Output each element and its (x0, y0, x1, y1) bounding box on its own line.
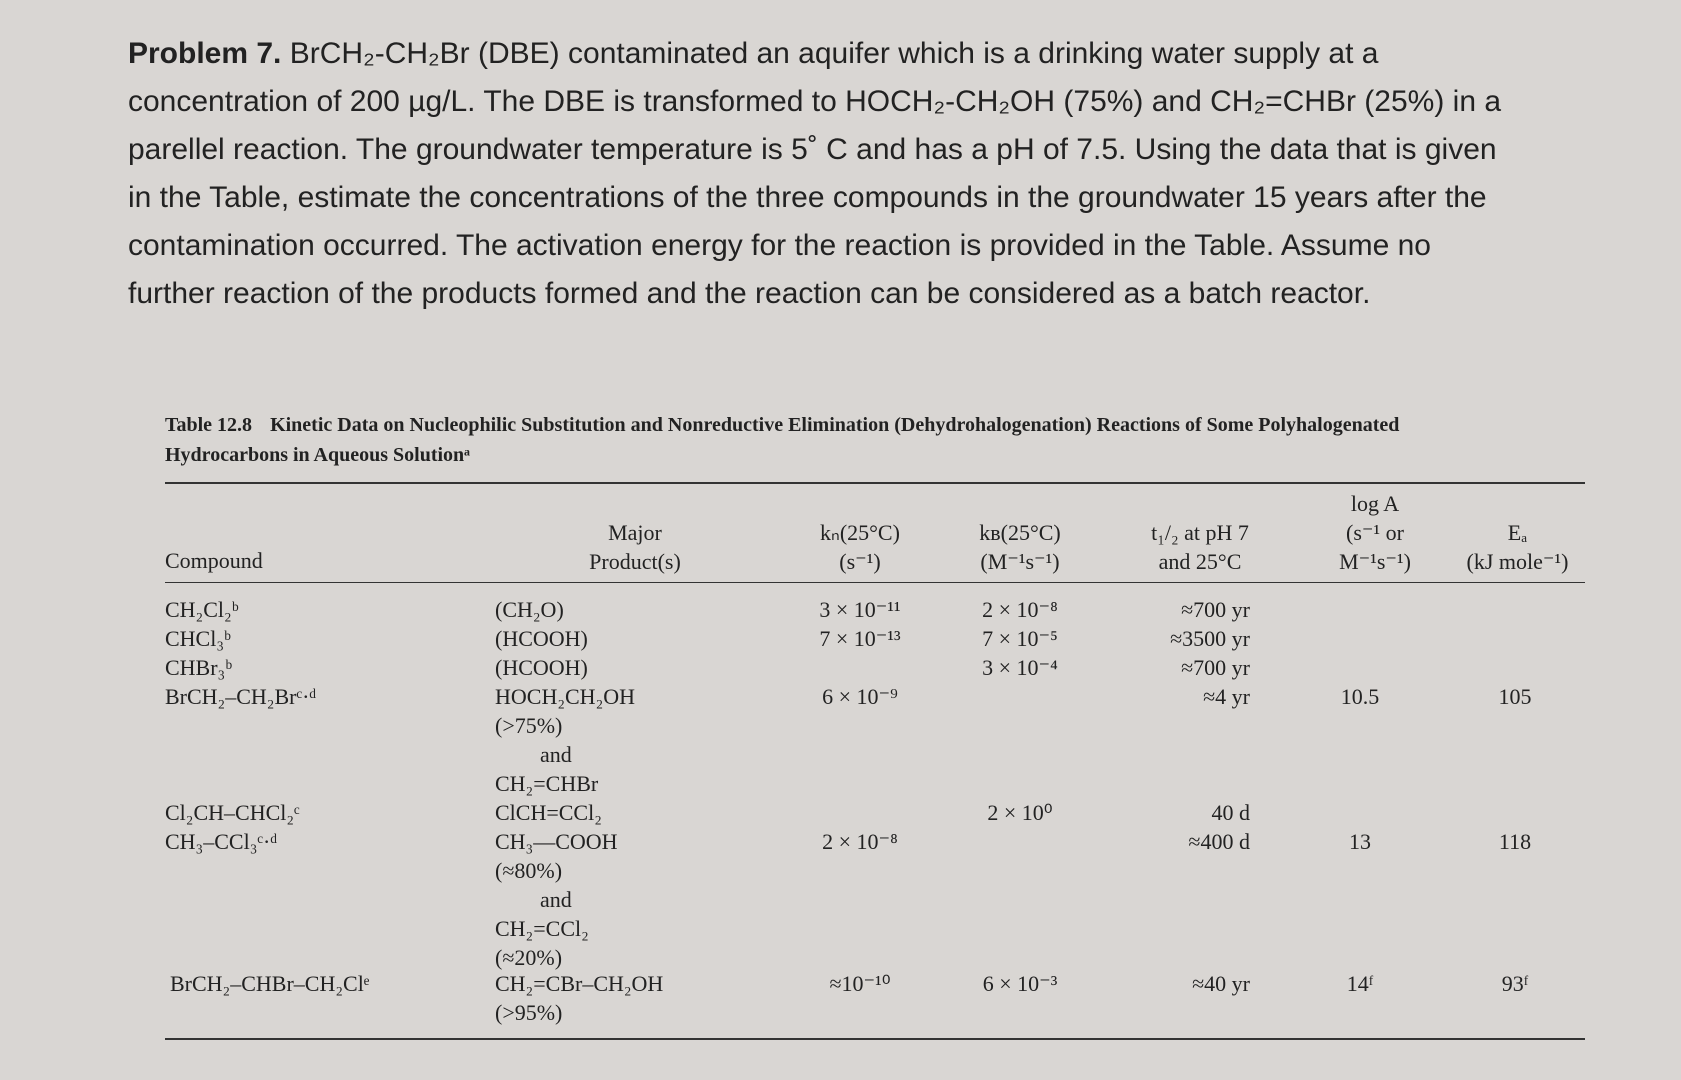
kn-cell: ≈10⁻¹⁰ (829, 971, 891, 996)
ea-cell: 118 (1498, 829, 1532, 854)
product-cell: (>95%) (495, 1000, 563, 1025)
header-half-life-1: t₁/₂ at pH 7 (1151, 520, 1249, 545)
header-product-2: Product(s) (589, 549, 681, 574)
product-cell: HOCH₂CH₂OH (495, 684, 636, 709)
product-cell: (≈80%) (495, 858, 563, 883)
compound-cell: BrCH₂–CH₂Brᶜ·ᵈ (165, 684, 317, 709)
half-life-cell: ≈40 yr (1192, 971, 1250, 996)
product-cell: (HCOOH) (495, 655, 588, 680)
compound-cell: BrCH₂–CHBr–CH₂Clᵉ (170, 971, 370, 996)
table-header (165, 484, 1585, 582)
product-cell: CH₂=CBr–CH₂OH (495, 971, 664, 996)
ea-cell: 105 (1498, 684, 1532, 709)
problem-line-1: Problem 7. BrCH₂-CH₂Br (DBE) contaminated an aquifer which is a drinking water supply at a (128, 37, 1379, 70)
problem-statement (128, 30, 1608, 318)
half-life-cell: ≈400 d (1188, 829, 1250, 854)
product-cell: CH₂=CCl₂ (495, 916, 589, 941)
header-kb-2: (M⁻¹s⁻¹) (980, 549, 1060, 574)
header-kb-1: kʙ(25°C) (979, 520, 1061, 545)
problem-line-6: further reaction of the products formed and the reaction can be considered as a batch reactor. (128, 277, 1371, 310)
product-cell: (>75%) (495, 713, 563, 738)
table-bottom-rule (165, 1038, 1585, 1040)
table-caption (165, 410, 1585, 470)
kn-cell: 3 × 10⁻¹¹ (819, 597, 901, 622)
half-life-cell: ≈700 yr (1181, 597, 1250, 622)
compound-cell: CH₃–CCl₃ᶜ·ᵈ (165, 829, 278, 854)
half-life-cell: 40 d (1211, 800, 1250, 825)
half-life-cell: ≈3500 yr (1170, 626, 1250, 651)
loga-cell: 13 (1349, 829, 1371, 854)
header-kn-2: (s⁻¹) (839, 549, 881, 574)
product-cell: (≈20%) (495, 945, 563, 970)
table-title-line-1: Kinetic Data on Nucleophilic Substitution and Nonreductive Elimination (Dehydrohalogenation) Reactions of Some Polyhalogenated (270, 414, 1400, 436)
header-ea-1: Eₐ (1507, 520, 1528, 545)
header-half-life-2: and 25°C (1158, 549, 1242, 574)
product-cell: (HCOOH) (495, 626, 588, 651)
kinetic-data-table (165, 410, 1585, 1040)
kn-cell: 6 × 10⁻⁹ (822, 684, 898, 709)
half-life-cell: ≈700 yr (1181, 655, 1250, 680)
header-loga-3: M⁻¹s⁻¹) (1339, 549, 1411, 574)
kb-cell: 7 × 10⁻⁵ (982, 626, 1058, 651)
kb-cell: 3 × 10⁻⁴ (982, 655, 1058, 680)
problem-line-4: in the Table, estimate the concentrations of the three compounds in the groundwater 15 years after the (128, 181, 1487, 214)
problem-line-2: concentration of 200 µg/L. The DBE is transformed to HOCH₂-CH₂OH (75%) and CH₂=CHBr (25%) in a (128, 85, 1502, 118)
kn-cell: 7 × 10⁻¹³ (819, 626, 901, 651)
product-cell: (CH₂O) (495, 597, 564, 622)
ea-cell: 93ᶠ (1501, 971, 1529, 996)
header-kn-1: kₙ(25°C) (820, 520, 900, 545)
kb-cell: 2 × 10⁰ (987, 800, 1053, 825)
loga-cell: 14ᶠ (1346, 971, 1374, 996)
compound-cell: CHCl₃ᵇ (165, 626, 231, 651)
header-compound: Compound (165, 548, 263, 573)
header-product-1: Major (608, 520, 662, 545)
product-cell: and (540, 887, 572, 912)
table-title-line-2: Hydrocarbons in Aqueous Solutionᵃ (165, 444, 471, 466)
product-cell: CH₃—COOH (495, 829, 618, 854)
table-number: Table 12.8 (165, 414, 253, 436)
header-loga-1: log A (1350, 491, 1400, 516)
product-cell: CH₂=CHBr (495, 771, 599, 796)
product-cell: ClCH=CCl₂ (495, 800, 602, 825)
compound-cell: CHBr₃ᵇ (165, 655, 233, 680)
problem-label: Problem 7. (128, 37, 282, 70)
loga-cell: 10.5 (1340, 684, 1380, 709)
problem-line-5: contamination occurred. The activation energy for the reaction is provided in the Table. Assume no (128, 229, 1431, 262)
table-body (165, 583, 1585, 1038)
half-life-cell: ≈4 yr (1203, 684, 1250, 709)
kb-cell: 2 × 10⁻⁸ (982, 597, 1058, 622)
product-cell: and (540, 742, 572, 767)
problem-line-3: parellel reaction. The groundwater temperature is 5˚ C and has a pH of 7.5. Using the data that is given (128, 133, 1497, 166)
compound-cell: Cl₂CH–CHCl₂ᶜ (165, 800, 300, 825)
kb-cell: 6 × 10⁻³ (982, 971, 1058, 996)
header-ea-2: (kJ mole⁻¹) (1466, 549, 1569, 574)
compound-cell: CH₂Cl₂ᵇ (165, 597, 239, 622)
kn-cell: 2 × 10⁻⁸ (822, 829, 898, 854)
header-loga-2: (s⁻¹ or (1346, 520, 1404, 545)
